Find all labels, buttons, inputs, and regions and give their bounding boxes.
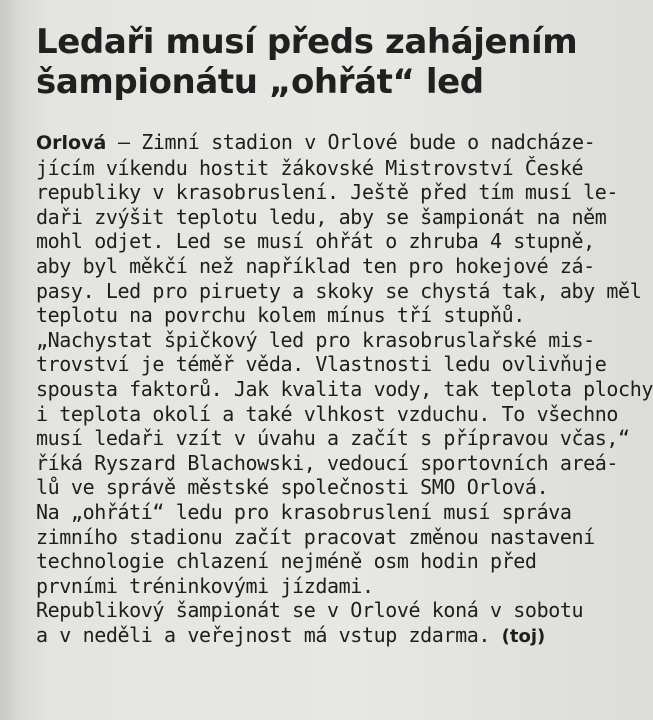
headline-line: šampionátu „ohřát“ led bbox=[36, 62, 484, 102]
article-line: trovství je téměř věda. Vlastnosti ledu ovlivňuje bbox=[36, 352, 607, 377]
article-first-line-text: – Zimní stadion v Orlové bude o nadcháze- bbox=[106, 130, 596, 154]
article-line: říká Ryszard Blachowski, vedoucí sportovních areá- bbox=[36, 450, 619, 475]
article-last-line-text: a v neděli a veřejnost má vstup zdarma. bbox=[36, 622, 502, 647]
article-line: Na „ohřátí“ ledu pro krasobruslení musí správa bbox=[36, 499, 572, 524]
article-line: prvními tréninkovými jízdami. bbox=[36, 573, 374, 598]
left-shadow bbox=[0, 0, 18, 720]
article-line: technologie chlazení nejméně osm hodin před bbox=[36, 549, 537, 574]
article-line: jícím víkendu hostit žákovské Mistrovství České bbox=[36, 155, 584, 180]
article-line: Republikový šampionát se v Orlové koná v sobotu bbox=[36, 598, 584, 623]
article-line: aby byl měkčí než například ten pro hokejové zá- bbox=[36, 253, 595, 278]
article-line: pasy. Led pro piruety a skoky se chystá tak, aby měl bbox=[36, 278, 642, 303]
dateline-place: Orlová bbox=[36, 132, 107, 154]
article-line: mohl odjet. Led se musí ohřát o zhruba 4 stupně, bbox=[36, 229, 595, 254]
article-line bbox=[36, 130, 632, 156]
article-line: teplotu na povrchu kolem mínus tří stupňů. bbox=[36, 303, 525, 328]
article-line: „Nachystat špičkový led pro krasobruslařské mis- bbox=[36, 327, 595, 352]
headline-line: Ledaři musí předs zahájením bbox=[36, 22, 578, 62]
article-body bbox=[36, 130, 653, 649]
headline bbox=[36, 22, 632, 102]
article-line: spousta faktorů. Jak kvalita vody, tak teplota plochy bbox=[36, 376, 653, 401]
article-line: lů ve správě městské společnosti SMO Orlová. bbox=[36, 475, 549, 500]
article-line: republiky v krasobruslení. Ještě před tím musí le- bbox=[36, 180, 619, 205]
article-line: i teplota okolí a také vlhkost vzduchu. To všechno bbox=[36, 401, 619, 426]
author-signature: (toj) bbox=[501, 625, 546, 647]
article bbox=[36, 22, 653, 649]
article-line: musí ledaři vzít v úvahu a začít s přípravou včas,“ bbox=[36, 426, 630, 451]
article-line: zimního stadionu začít pracovat změnou nastavení bbox=[36, 524, 595, 549]
article-line: daři zvýšit teplotu ledu, aby se šampionát na něm bbox=[36, 204, 607, 229]
article-line bbox=[36, 623, 632, 650]
